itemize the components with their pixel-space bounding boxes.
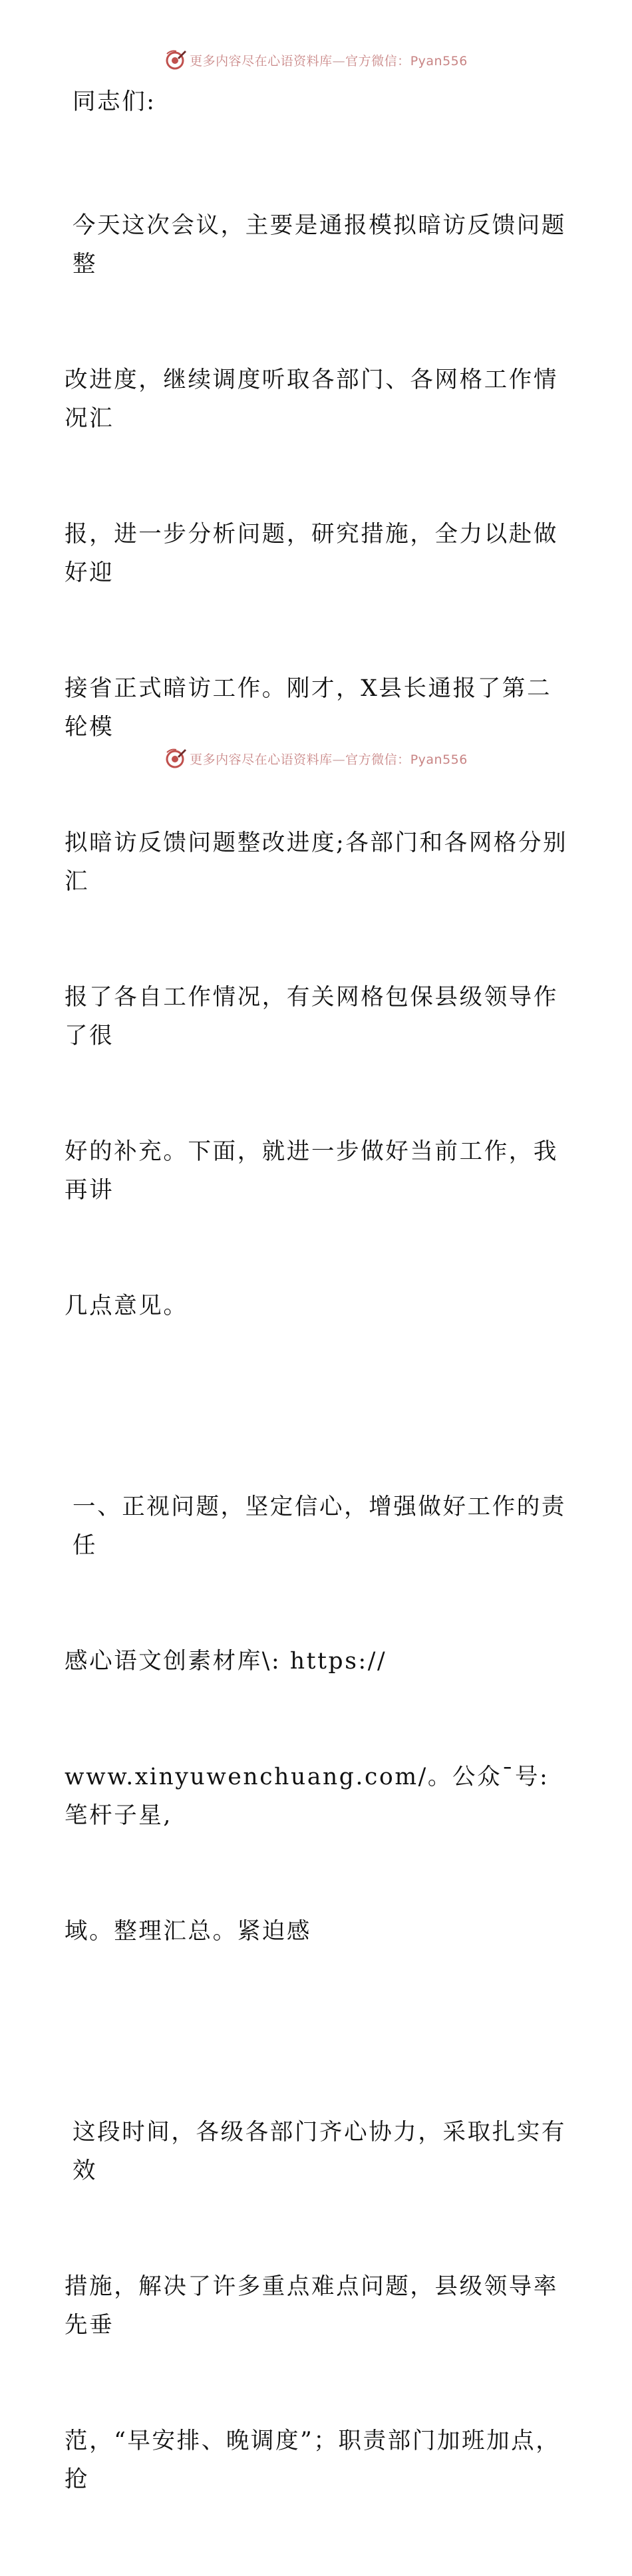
paragraph-line: 拟暗访反馈问题整改进度;各部门和各网格分别汇 [65,830,568,895]
pen-logo-icon [164,747,187,770]
paragraph-line: 这段时间，各级各部门齐心协力，采取扎实有效 [73,2119,566,2184]
url-line: www.xinyuwenchuang.com/。公众¯号: 笔杆子星, [65,1764,558,1829]
footer-banner [0,745,632,772]
header-banner-main: 更多内容尽在心语资料库 [190,53,333,69]
header-banner [0,47,632,73]
footer-banner-text [190,750,468,768]
paragraph-line: 域。整理汇总。紧迫感 [65,1918,311,1945]
paragraph-line: 好的补充。下面，就进一步做好当前工作，我再讲 [65,1138,558,1204]
document-body [65,82,570,2576]
header-banner-wechat-id: Pyan556 [410,53,468,69]
paragraph-line: 措施，解决了许多重点难点问题，县级领导率先垂 [65,2273,558,2338]
footer-banner-sep: — [332,752,346,767]
pen-logo-icon [164,49,187,71]
paragraph-line: 范，“早安排、晚调度”；职责部门加班加点，抢 [65,2428,561,2493]
paragraph-line: 报了各自工作情况，有关网格包保县级领导作了很 [65,984,558,1049]
header-banner-wechat-label: 官方微信： [345,53,410,69]
header-banner-sep: — [332,53,346,69]
section-heading-line: 一、正视问题，坚定信心，增强做好工作的责任 [73,1494,566,1559]
paragraph-3 [65,2036,570,2576]
paragraph-line: 感心语文创素材库\: https:// [65,1648,387,1675]
footer-banner-main: 更多内容尽在心语资料库 [190,752,333,767]
paragraph-line: 几点意见。 [65,1293,188,1319]
paragraph-line: 报，进一步分析问题，研究措施，全力以赴做好迎 [65,521,558,586]
paragraph-line: 今天这次会议，主要是通报模拟暗访反馈问题整 [73,212,566,277]
paragraph-line: 改进度，继续调度听取各部门、各网格工作情况汇 [65,367,558,432]
footer-banner-wechat-label: 官方微信： [345,752,410,767]
header-banner-text [190,51,468,69]
salutation: 同志们: [73,88,156,115]
paragraph-2 [65,1410,570,2028]
paragraph-line: 接省正式暗访工作。刚才，X县长通报了第二轮模 [65,675,552,740]
footer-banner-wechat-id: Pyan556 [410,752,468,767]
